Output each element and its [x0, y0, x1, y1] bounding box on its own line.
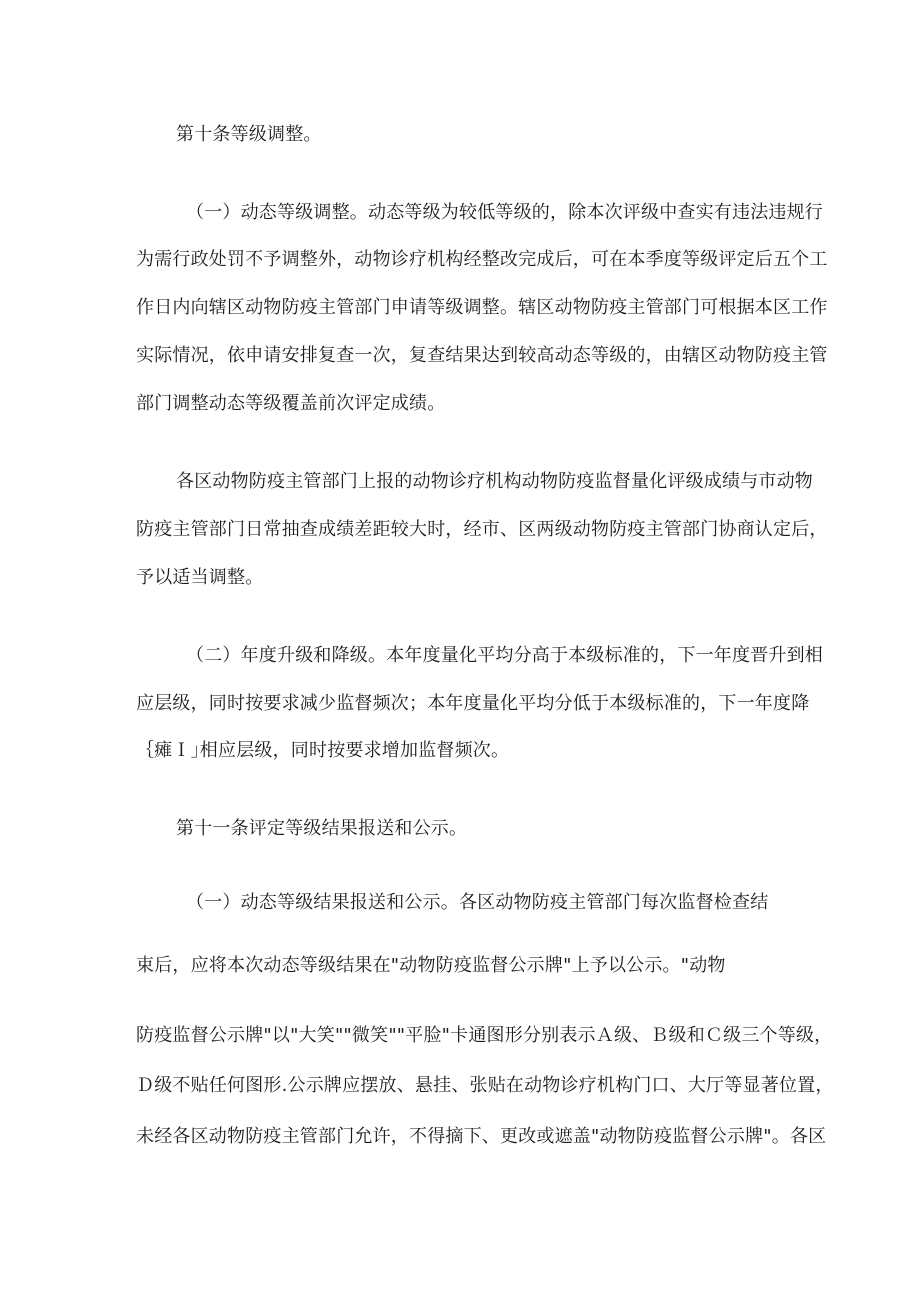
paragraph-line: （一）动态等级调整。动态等级为较低等级的，除本次评级中查实有违法违规行	[186, 202, 823, 223]
paragraph-line: 部门调整动态等级覆盖前次评定成绩。	[136, 393, 446, 414]
paragraph-line: 实际情况，依申请安排复查一次，复查结果达到较高动态等级的，由辖区动物防疫主管	[136, 345, 828, 366]
paragraph-line: 束后，应将本次动态等级结果在"动物防疫监督公示牌"上予以公示。"动物	[136, 955, 726, 976]
paragraph-line: 防疫主管部门日常抽查成绩差距较大时，经市、区两级动物防疫主管部门协商认定后，	[136, 519, 828, 540]
paragraph-line: 应层级，同时按要求减少监督频次；本年度量化平均分低于本级标准的，下一年度降	[136, 693, 810, 714]
article-11-heading: 第十一条评定等级结果报送和公示。	[176, 818, 468, 839]
paragraph-line: 作日内向辖区动物防疫主管部门申请等级调整。辖区动物防疫主管部门可根据本区工作	[136, 297, 828, 318]
paragraph-line: Ｄ级不贴任何图形.公示牌应摆放、悬挂、张贴在动物诊疗机构门口、大厅等显著位置，	[136, 1075, 834, 1096]
paragraph-line: 予以适当调整。	[136, 567, 264, 588]
paragraph-line: （二）年度升级和降级。本年度量化平均分高于本级标准的，下一年度晋升到相	[186, 645, 823, 666]
paragraph-line: 各区动物防疫主管部门上报的动物诊疗机构动物防疫监督量化评级成绩与市动物	[176, 471, 813, 492]
article-10-heading: 第十条等级调整。	[176, 124, 322, 145]
paragraph-line: 防疫监督公示牌"以"大笑""微笑""平脸"卡通图形分别表示Ａ级、Ｂ级和Ｃ级三个等级，	[136, 1025, 833, 1046]
paragraph-line: （一）动态等级结果报送和公示。各区动物防疫主管部门每次监督检查结	[186, 892, 769, 913]
paragraph-line: 未经各区动物防疫主管部门允许，不得摘下、更改或遮盖"动物防疫监督公示牌"。各区	[136, 1126, 827, 1147]
paragraph-line: ｛瘫Ｉ｣相应层级，同时按要求增加监督频次。	[136, 740, 510, 761]
paragraph-line: 为需行政处罚不予调整外，动物诊疗机构经整改完成后，可在本季度等级评定后五个工	[136, 249, 828, 270]
